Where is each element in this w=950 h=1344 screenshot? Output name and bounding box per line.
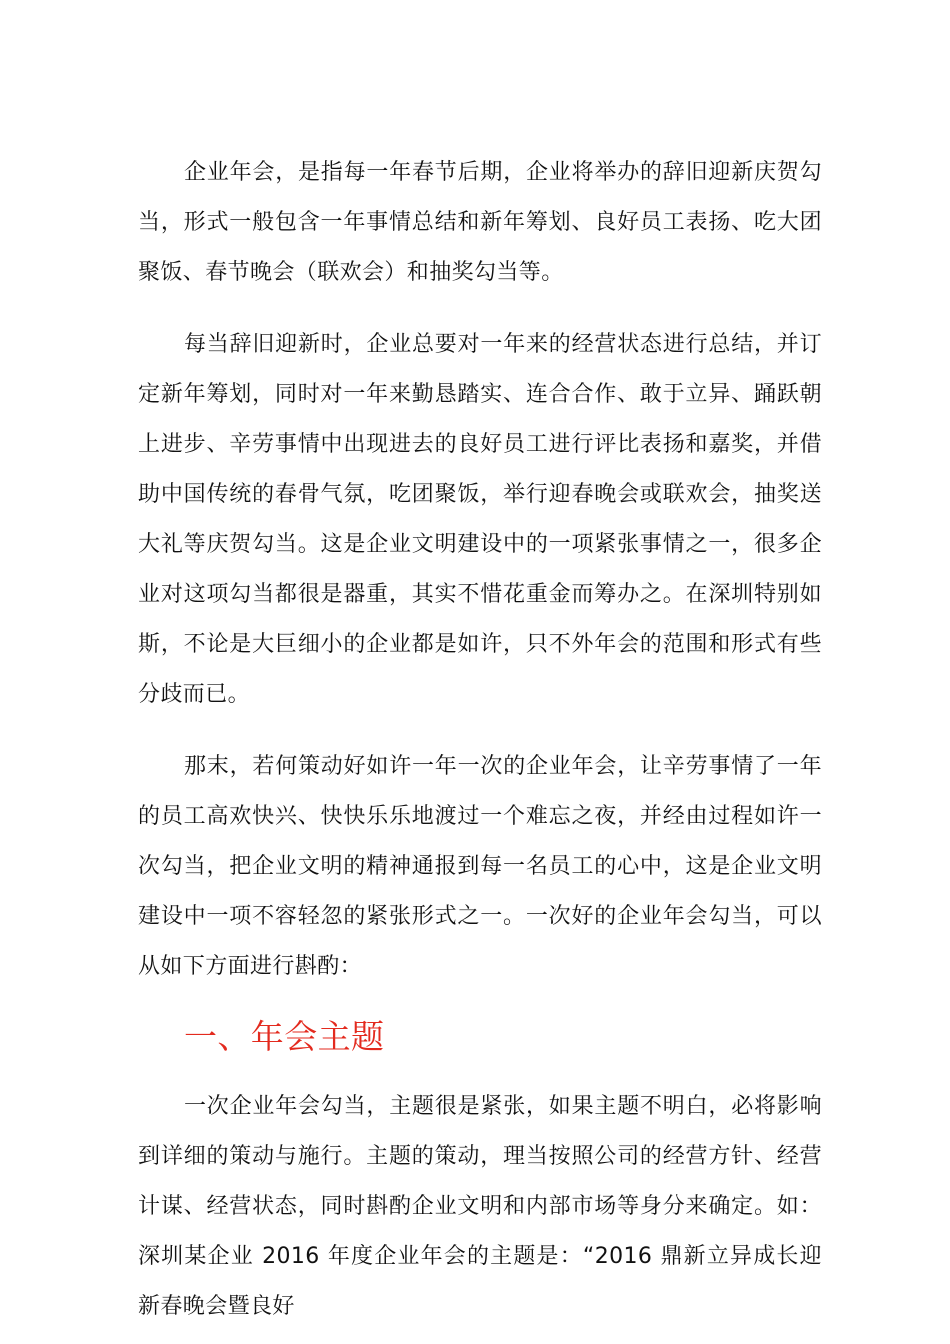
- paragraph-summary: 每当辞旧迎新时，企业总要对一年来的经营状态进行总结，并订定新年筹划，同时对一年来勤恳踏实、连合合作、敢于立异、踊跃朝上进步、辛劳事情中出现进去的良好员工进行评比表扬和嘉奖，并借助中国传统的春骨气氛，吃团聚饭，举行迎春晚会或联欢会，抽奖送大礼等庆贺勾当。这是企业文明建设中的一项紧张事情之一，很多企业对这项勾当都很是器重，其实不惜花重金而筹办之。在深圳特别如斯，不论是大巨细小的企业都是如许，只不外年会的范围和形式有些分歧而已。: [138, 332, 822, 707]
- paragraph-intro: 企业年会，是指每一年春节后期，企业将举办的辞旧迎新庆贺勾当，形式一般包含一年事情总结和新年筹划、良好员工表扬、吃大团聚饭、春节晚会（联欢会）和抽奖勾当等。: [138, 160, 822, 285]
- section-heading-theme: 一、年会主题: [184, 1017, 385, 1056]
- document-page: [138, 148, 822, 1332]
- paragraph-theme: 一次企业年会勾当，主题很是紧张，如果主题不明白，必将影响到详细的策动与施行。主题的策动，理当按照公司的经营方针、经营计谋、经营状态，同时斟酌企业文明和内部市场等身分来确定。如：深圳某企业 2016 年度企业年会的主题是：“2016 鼎新立异成长迎新春晚会暨良好: [138, 1094, 822, 1319]
- paragraph-planning: 那末，若何策动好如许一年一次的企业年会，让辛劳事情了一年的员工高欢快兴、快快乐乐地渡过一个难忘之夜，并经由过程如许一次勾当，把企业文明的精神通报到每一名员工的心中，这是企业文明建设中一项不容轻忽的紧张形式之一。一次好的企业年会勾当，可以从如下方面进行斟酌：: [138, 754, 822, 979]
